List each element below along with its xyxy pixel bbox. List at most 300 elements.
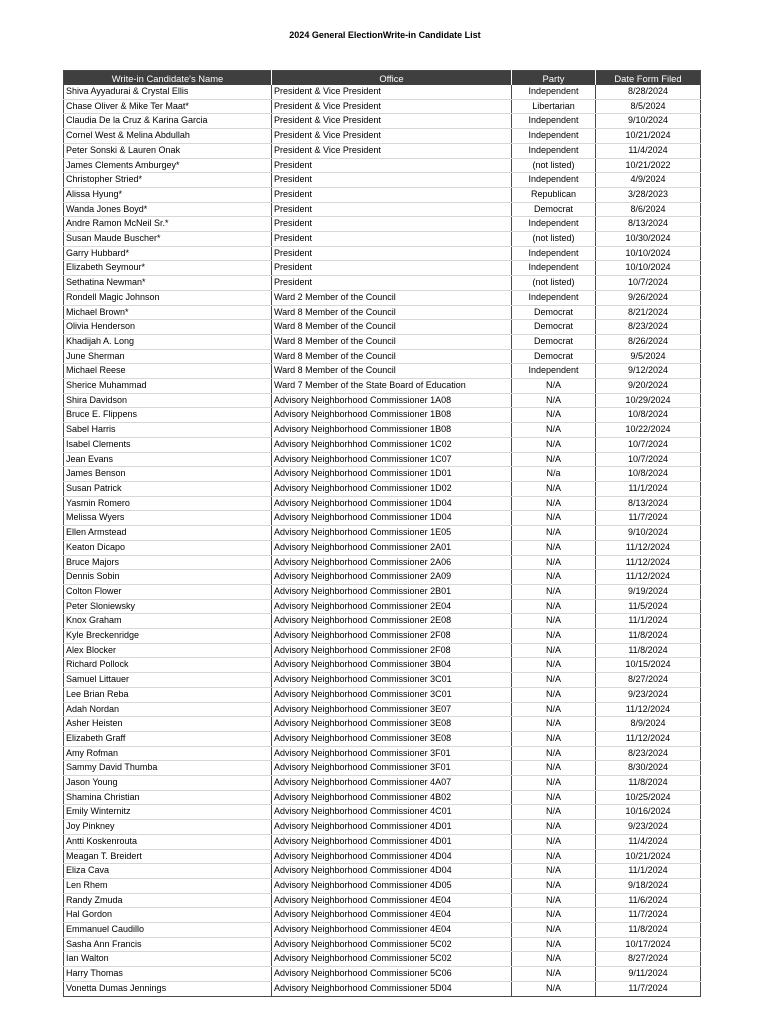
cell-office: Advisory Neighborhood Commissioner 4E04 xyxy=(272,923,512,938)
cell-party: N/A xyxy=(512,849,596,864)
cell-party: (not listed) xyxy=(512,232,596,247)
column-header-party: Party xyxy=(512,71,596,86)
cell-candidate-name: Knox Graham xyxy=(64,614,272,629)
cell-candidate-name: Rondell Magic Johnson xyxy=(64,290,272,305)
cell-office: Advisory Neighborhood Commissioner 4E04 xyxy=(272,893,512,908)
table-row xyxy=(64,526,701,541)
candidate-table xyxy=(63,70,701,997)
cell-date-filed: 8/30/2024 xyxy=(596,761,701,776)
table-row xyxy=(64,217,701,232)
cell-candidate-name: Adah Nordan xyxy=(64,702,272,717)
cell-office: Advisory Neighborhood Commissioner 4D04 xyxy=(272,864,512,879)
cell-candidate-name: Ellen Armstead xyxy=(64,526,272,541)
table-row xyxy=(64,393,701,408)
cell-date-filed: 10/15/2024 xyxy=(596,658,701,673)
cell-party: Independent xyxy=(512,129,596,144)
cell-office: Advisory Neighborhood Commissioner 4C01 xyxy=(272,805,512,820)
cell-party: N/A xyxy=(512,481,596,496)
cell-office: President xyxy=(272,232,512,247)
cell-candidate-name: Kyle Breckenridge xyxy=(64,629,272,644)
cell-date-filed: 10/7/2024 xyxy=(596,452,701,467)
cell-office: Advisory Neighborhood Commissioner 4B02 xyxy=(272,790,512,805)
table-row xyxy=(64,99,701,114)
cell-date-filed: 9/10/2024 xyxy=(596,114,701,129)
cell-party: Democrat xyxy=(512,349,596,364)
cell-date-filed: 8/23/2024 xyxy=(596,320,701,335)
cell-party: N/A xyxy=(512,452,596,467)
cell-date-filed: 8/13/2024 xyxy=(596,496,701,511)
cell-party: N/A xyxy=(512,496,596,511)
cell-candidate-name: Peter Sonski & Lauren Onak xyxy=(64,143,272,158)
cell-date-filed: 11/8/2024 xyxy=(596,643,701,658)
cell-office: President & Vice President xyxy=(272,129,512,144)
cell-date-filed: 9/5/2024 xyxy=(596,349,701,364)
table-row xyxy=(64,364,701,379)
cell-party: Independent xyxy=(512,143,596,158)
cell-candidate-name: Melissa Wyers xyxy=(64,511,272,526)
column-header-office: Office xyxy=(272,71,512,86)
cell-office: Advisory Neighborhhod Commissioner 1C02 xyxy=(272,437,512,452)
cell-party: N/A xyxy=(512,937,596,952)
table-row xyxy=(64,790,701,805)
cell-office: Advisory Neighborhood Commissioner 5C02 xyxy=(272,952,512,967)
table-row xyxy=(64,820,701,835)
cell-office: Advisory Neighborhood Commissioner 4D01 xyxy=(272,820,512,835)
cell-date-filed: 11/5/2024 xyxy=(596,599,701,614)
cell-candidate-name: Andre Ramon McNeil Sr.* xyxy=(64,217,272,232)
cell-office: Advisory Neighborhood Commissioner 4D01 xyxy=(272,834,512,849)
table-body xyxy=(64,85,701,996)
cell-party: N/A xyxy=(512,599,596,614)
cell-office: Ward 2 Member of the Council xyxy=(272,290,512,305)
cell-party: Independent xyxy=(512,246,596,261)
cell-party: Independent xyxy=(512,364,596,379)
cell-date-filed: 11/1/2024 xyxy=(596,864,701,879)
cell-candidate-name: Olivia Henderson xyxy=(64,320,272,335)
cell-date-filed: 9/19/2024 xyxy=(596,584,701,599)
cell-candidate-name: Sammy David Thumba xyxy=(64,761,272,776)
table-row xyxy=(64,187,701,202)
cell-date-filed: 10/7/2024 xyxy=(596,276,701,291)
cell-date-filed: 9/23/2024 xyxy=(596,687,701,702)
cell-date-filed: 11/4/2024 xyxy=(596,834,701,849)
cell-date-filed: 10/8/2024 xyxy=(596,467,701,482)
cell-office: Advisory Neighborhood Commissioner 2A01 xyxy=(272,540,512,555)
table-row xyxy=(64,423,701,438)
cell-office: Advisory Neighborhood Commissioner 1C07 xyxy=(272,452,512,467)
cell-candidate-name: Bruce E. Flippens xyxy=(64,408,272,423)
cell-candidate-name: Shira Davidson xyxy=(64,393,272,408)
cell-party: Democrat xyxy=(512,320,596,335)
cell-office: Advisory Neighborhood Commissioner 2E08 xyxy=(272,614,512,629)
cell-date-filed: 10/25/2024 xyxy=(596,790,701,805)
cell-candidate-name: Amy Rofman xyxy=(64,746,272,761)
table-row xyxy=(64,349,701,364)
cell-date-filed: 8/27/2024 xyxy=(596,673,701,688)
table-row xyxy=(64,673,701,688)
cell-party: Independent xyxy=(512,217,596,232)
cell-candidate-name: Randy Zmuda xyxy=(64,893,272,908)
cell-date-filed: 10/21/2024 xyxy=(596,849,701,864)
cell-party: N/A xyxy=(512,981,596,996)
cell-candidate-name: Hal Gordon xyxy=(64,908,272,923)
cell-candidate-name: Meagan T. Breidert xyxy=(64,849,272,864)
table-row xyxy=(64,114,701,129)
cell-office: Advisory Neighborhood Commissioner 3E08 xyxy=(272,731,512,746)
cell-party: N/A xyxy=(512,673,596,688)
cell-date-filed: 11/8/2024 xyxy=(596,923,701,938)
cell-party: N/A xyxy=(512,834,596,849)
table-row xyxy=(64,202,701,217)
cell-date-filed: 8/27/2024 xyxy=(596,952,701,967)
cell-date-filed: 11/7/2024 xyxy=(596,981,701,996)
cell-candidate-name: Len Rhem xyxy=(64,878,272,893)
table-row xyxy=(64,878,701,893)
cell-office: Advisory Neighborhood Commissioner 5C06 xyxy=(272,967,512,982)
cell-party: N/A xyxy=(512,614,596,629)
cell-candidate-name: Alex Blocker xyxy=(64,643,272,658)
table-row xyxy=(64,320,701,335)
cell-candidate-name: Susan Maude Buscher* xyxy=(64,232,272,247)
cell-office: President & Vice President xyxy=(272,143,512,158)
cell-party: N/A xyxy=(512,761,596,776)
cell-candidate-name: Peter Sloniewsky xyxy=(64,599,272,614)
cell-party: N/A xyxy=(512,893,596,908)
table-row xyxy=(64,908,701,923)
cell-date-filed: 8/21/2024 xyxy=(596,305,701,320)
cell-date-filed: 11/1/2024 xyxy=(596,614,701,629)
table-row xyxy=(64,173,701,188)
cell-date-filed: 10/29/2024 xyxy=(596,393,701,408)
cell-date-filed: 11/8/2024 xyxy=(596,629,701,644)
table-row xyxy=(64,143,701,158)
cell-candidate-name: Jean Evans xyxy=(64,452,272,467)
table-row xyxy=(64,937,701,952)
table-row xyxy=(64,893,701,908)
cell-date-filed: 10/10/2024 xyxy=(596,261,701,276)
cell-office: Ward 8 Member of the Council xyxy=(272,349,512,364)
cell-candidate-name: Jason Young xyxy=(64,776,272,791)
cell-date-filed: 11/7/2024 xyxy=(596,908,701,923)
cell-candidate-name: Eliza Cava xyxy=(64,864,272,879)
cell-office: President xyxy=(272,261,512,276)
cell-office: President & Vice President xyxy=(272,85,512,99)
table-row xyxy=(64,511,701,526)
cell-office: President xyxy=(272,276,512,291)
table-row xyxy=(64,555,701,570)
table-row xyxy=(64,746,701,761)
cell-candidate-name: Bruce Majors xyxy=(64,555,272,570)
cell-office: Advisory Neighborhood Commissioner 2E04 xyxy=(272,599,512,614)
cell-date-filed: 3/28/2023 xyxy=(596,187,701,202)
cell-party: N/A xyxy=(512,776,596,791)
cell-date-filed: 9/20/2024 xyxy=(596,379,701,394)
cell-candidate-name: Garry Hubbard* xyxy=(64,246,272,261)
cell-date-filed: 9/12/2024 xyxy=(596,364,701,379)
cell-candidate-name: Susan Patrick xyxy=(64,481,272,496)
cell-office: Advisory Neighborhood Commissioner 4D05 xyxy=(272,878,512,893)
cell-candidate-name: Samuel Littauer xyxy=(64,673,272,688)
cell-party: N/A xyxy=(512,790,596,805)
cell-party: Libertarian xyxy=(512,99,596,114)
cell-candidate-name: Vonetta Dumas Jennings xyxy=(64,981,272,996)
cell-party: (not listed) xyxy=(512,276,596,291)
cell-date-filed: 11/12/2024 xyxy=(596,731,701,746)
cell-date-filed: 10/21/2022 xyxy=(596,158,701,173)
table-row xyxy=(64,540,701,555)
table-row xyxy=(64,643,701,658)
cell-party: Independent xyxy=(512,261,596,276)
cell-party: N/A xyxy=(512,658,596,673)
table-row xyxy=(64,599,701,614)
cell-date-filed: 10/17/2024 xyxy=(596,937,701,952)
cell-candidate-name: Yasmin Romero xyxy=(64,496,272,511)
cell-office: Advisory Neighborhood Commissioner 3F01 xyxy=(272,746,512,761)
table-row xyxy=(64,731,701,746)
cell-candidate-name: Khadijah A. Long xyxy=(64,334,272,349)
cell-party: N/A xyxy=(512,584,596,599)
table-row xyxy=(64,864,701,879)
cell-office: Advisory Neighborhood Commissioner 4A07 xyxy=(272,776,512,791)
cell-office: Advisory Neighborhood Commissioner 3C01 xyxy=(272,687,512,702)
cell-office: Advisory Neighborhood Commissioner 1D04 xyxy=(272,511,512,526)
cell-party: Independent xyxy=(512,290,596,305)
cell-date-filed: 11/12/2024 xyxy=(596,540,701,555)
cell-office: Advisory Neighborhood Commissioner 2F08 xyxy=(272,643,512,658)
cell-party: N/A xyxy=(512,878,596,893)
cell-party: Republican xyxy=(512,187,596,202)
table-row xyxy=(64,246,701,261)
cell-party: N/A xyxy=(512,820,596,835)
cell-office: Advisory Neighborhood Commissioner 1B08 xyxy=(272,408,512,423)
cell-party: N/A xyxy=(512,408,596,423)
table-row xyxy=(64,952,701,967)
cell-party: N/A xyxy=(512,393,596,408)
cell-office: Advisory Neighborhood Commissioner 2B01 xyxy=(272,584,512,599)
cell-office: Ward 7 Member of the State Board of Education xyxy=(272,379,512,394)
cell-office: Advisory Neighborhood Commissioner 3E08 xyxy=(272,717,512,732)
table-row xyxy=(64,290,701,305)
table-row xyxy=(64,717,701,732)
cell-office: Advisory Neighborhood Commissioner 3C01 xyxy=(272,673,512,688)
cell-party: Independent xyxy=(512,173,596,188)
cell-date-filed: 10/21/2024 xyxy=(596,129,701,144)
cell-candidate-name: Claudia De la Cruz & Karina Garcia xyxy=(64,114,272,129)
cell-candidate-name: Michael Brown* xyxy=(64,305,272,320)
table-row xyxy=(64,834,701,849)
cell-office: Advisory Neighborhood Commissioner 4D04 xyxy=(272,849,512,864)
cell-party: N/A xyxy=(512,717,596,732)
table-row xyxy=(64,981,701,996)
cell-date-filed: 4/9/2024 xyxy=(596,173,701,188)
cell-office: Ward 8 Member of the Council xyxy=(272,305,512,320)
cell-date-filed: 11/12/2024 xyxy=(596,570,701,585)
cell-office: Ward 8 Member of the Council xyxy=(272,320,512,335)
cell-date-filed: 10/7/2024 xyxy=(596,437,701,452)
cell-candidate-name: Dennis Sobin xyxy=(64,570,272,585)
page-title: 2024 General ElectionWrite-in Candidate List xyxy=(289,30,481,40)
cell-date-filed: 11/12/2024 xyxy=(596,702,701,717)
cell-candidate-name: James Benson xyxy=(64,467,272,482)
cell-candidate-name: Christopher Stried* xyxy=(64,173,272,188)
cell-candidate-name: Wanda Jones Boyd* xyxy=(64,202,272,217)
cell-date-filed: 10/8/2024 xyxy=(596,408,701,423)
cell-party: N/A xyxy=(512,702,596,717)
cell-date-filed: 9/18/2024 xyxy=(596,878,701,893)
cell-candidate-name: Shamina Christian xyxy=(64,790,272,805)
cell-office: Advisory Neighborhood Commissioner 3E07 xyxy=(272,702,512,717)
cell-office: Advisory Neighborhood Commissioner 1E05 xyxy=(272,526,512,541)
cell-party: N/A xyxy=(512,952,596,967)
header-row xyxy=(64,71,701,86)
cell-date-filed: 10/30/2024 xyxy=(596,232,701,247)
cell-date-filed: 8/28/2024 xyxy=(596,85,701,99)
table-row xyxy=(64,776,701,791)
table-row xyxy=(64,467,701,482)
cell-date-filed: 8/13/2024 xyxy=(596,217,701,232)
cell-candidate-name: Emily Winternitz xyxy=(64,805,272,820)
cell-candidate-name: Sherice Muhammad xyxy=(64,379,272,394)
cell-party: N/A xyxy=(512,379,596,394)
cell-party: N/A xyxy=(512,511,596,526)
cell-party: N/A xyxy=(512,437,596,452)
cell-date-filed: 10/10/2024 xyxy=(596,246,701,261)
cell-office: Advisory Neighborhood Commissioner 5C02 xyxy=(272,937,512,952)
table-row xyxy=(64,481,701,496)
table-row xyxy=(64,232,701,247)
cell-office: President & Vice President xyxy=(272,99,512,114)
table-row xyxy=(64,614,701,629)
cell-office: Advisory Neighborhood Commissioner 1A08 xyxy=(272,393,512,408)
cell-candidate-name: Chase Oliver & Mike Ter Maat* xyxy=(64,99,272,114)
cell-date-filed: 8/26/2024 xyxy=(596,334,701,349)
cell-party: N/A xyxy=(512,526,596,541)
cell-date-filed: 9/11/2024 xyxy=(596,967,701,982)
cell-candidate-name: Antti Koskenrouta xyxy=(64,834,272,849)
table-row xyxy=(64,129,701,144)
cell-party: N/A xyxy=(512,629,596,644)
cell-party: Democrat xyxy=(512,334,596,349)
table-row xyxy=(64,437,701,452)
cell-party: N/A xyxy=(512,908,596,923)
cell-party: N/A xyxy=(512,746,596,761)
cell-candidate-name: Michael Reese xyxy=(64,364,272,379)
cell-date-filed: 10/16/2024 xyxy=(596,805,701,820)
cell-party: Democrat xyxy=(512,305,596,320)
cell-party: N/A xyxy=(512,643,596,658)
cell-party: N/A xyxy=(512,423,596,438)
table-row xyxy=(64,658,701,673)
cell-candidate-name: Sethatina Newman* xyxy=(64,276,272,291)
cell-date-filed: 9/23/2024 xyxy=(596,820,701,835)
table-row xyxy=(64,408,701,423)
cell-date-filed: 11/4/2024 xyxy=(596,143,701,158)
cell-party: N/A xyxy=(512,687,596,702)
cell-office: Advisory Neighborhood Commissioner 2A09 xyxy=(272,570,512,585)
cell-party: Democrat xyxy=(512,202,596,217)
cell-candidate-name: Elizabeth Seymour* xyxy=(64,261,272,276)
cell-office: President xyxy=(272,173,512,188)
table-row xyxy=(64,967,701,982)
table-row xyxy=(64,761,701,776)
cell-date-filed: 11/8/2024 xyxy=(596,776,701,791)
cell-date-filed: 9/26/2024 xyxy=(596,290,701,305)
cell-party: N/A xyxy=(512,967,596,982)
cell-candidate-name: Elizabeth Graff xyxy=(64,731,272,746)
cell-candidate-name: Asher Heisten xyxy=(64,717,272,732)
cell-candidate-name: Sasha Ann Francis xyxy=(64,937,272,952)
cell-date-filed: 11/12/2024 xyxy=(596,555,701,570)
cell-date-filed: 8/5/2024 xyxy=(596,99,701,114)
cell-office: Advisory Neighborhood Commissioner 1D02 xyxy=(272,481,512,496)
cell-office: Advisory Neighborhood Commissioner 3B04 xyxy=(272,658,512,673)
cell-date-filed: 10/22/2024 xyxy=(596,423,701,438)
cell-office: Advisory Neighborhood Commissioner 3F01 xyxy=(272,761,512,776)
cell-date-filed: 8/6/2024 xyxy=(596,202,701,217)
cell-date-filed: 9/10/2024 xyxy=(596,526,701,541)
cell-date-filed: 8/9/2024 xyxy=(596,717,701,732)
table-row xyxy=(64,849,701,864)
table-row xyxy=(64,276,701,291)
cell-party: N/A xyxy=(512,805,596,820)
cell-candidate-name: Richard Pollock xyxy=(64,658,272,673)
cell-party: N/A xyxy=(512,864,596,879)
cell-party: (not listed) xyxy=(512,158,596,173)
table-header xyxy=(64,71,701,86)
table-row xyxy=(64,334,701,349)
cell-party: N/a xyxy=(512,467,596,482)
cell-candidate-name: James Clements Amburgey* xyxy=(64,158,272,173)
cell-party: N/A xyxy=(512,570,596,585)
cell-party: N/A xyxy=(512,923,596,938)
table-row xyxy=(64,379,701,394)
table-row xyxy=(64,805,701,820)
cell-date-filed: 11/7/2024 xyxy=(596,511,701,526)
cell-date-filed: 11/1/2024 xyxy=(596,481,701,496)
cell-office: Ward 8 Member of the Council xyxy=(272,334,512,349)
cell-candidate-name: Harry Thomas xyxy=(64,967,272,982)
table-row xyxy=(64,570,701,585)
cell-party: N/A xyxy=(512,555,596,570)
cell-office: President xyxy=(272,202,512,217)
cell-office: President xyxy=(272,246,512,261)
cell-office: Advisory Neighborhood Commissioner 5D04 xyxy=(272,981,512,996)
column-header-name: Write-in Candidate's Name xyxy=(64,71,272,86)
cell-candidate-name: Keaton Dicapo xyxy=(64,540,272,555)
cell-candidate-name: Ian Walton xyxy=(64,952,272,967)
cell-candidate-name: Joy Pinkney xyxy=(64,820,272,835)
cell-office: Advisory Neighborhood Commissioner 2A06 xyxy=(272,555,512,570)
cell-date-filed: 11/6/2024 xyxy=(596,893,701,908)
cell-candidate-name: Alissa Hyung* xyxy=(64,187,272,202)
table-row xyxy=(64,584,701,599)
cell-candidate-name: Isabel Clements xyxy=(64,437,272,452)
column-header-date: Date Form Filed xyxy=(596,71,701,86)
cell-candidate-name: Sabel Harris xyxy=(64,423,272,438)
table-row xyxy=(64,85,701,99)
cell-party: N/A xyxy=(512,731,596,746)
table-row xyxy=(64,452,701,467)
cell-office: President xyxy=(272,217,512,232)
table-row xyxy=(64,687,701,702)
table-row xyxy=(64,923,701,938)
cell-office: President & Vice President xyxy=(272,114,512,129)
table-row xyxy=(64,158,701,173)
cell-party: Independent xyxy=(512,114,596,129)
table-row xyxy=(64,305,701,320)
cell-office: President xyxy=(272,158,512,173)
cell-office: Advisory Neighborhood Commissioner 4E04 xyxy=(272,908,512,923)
